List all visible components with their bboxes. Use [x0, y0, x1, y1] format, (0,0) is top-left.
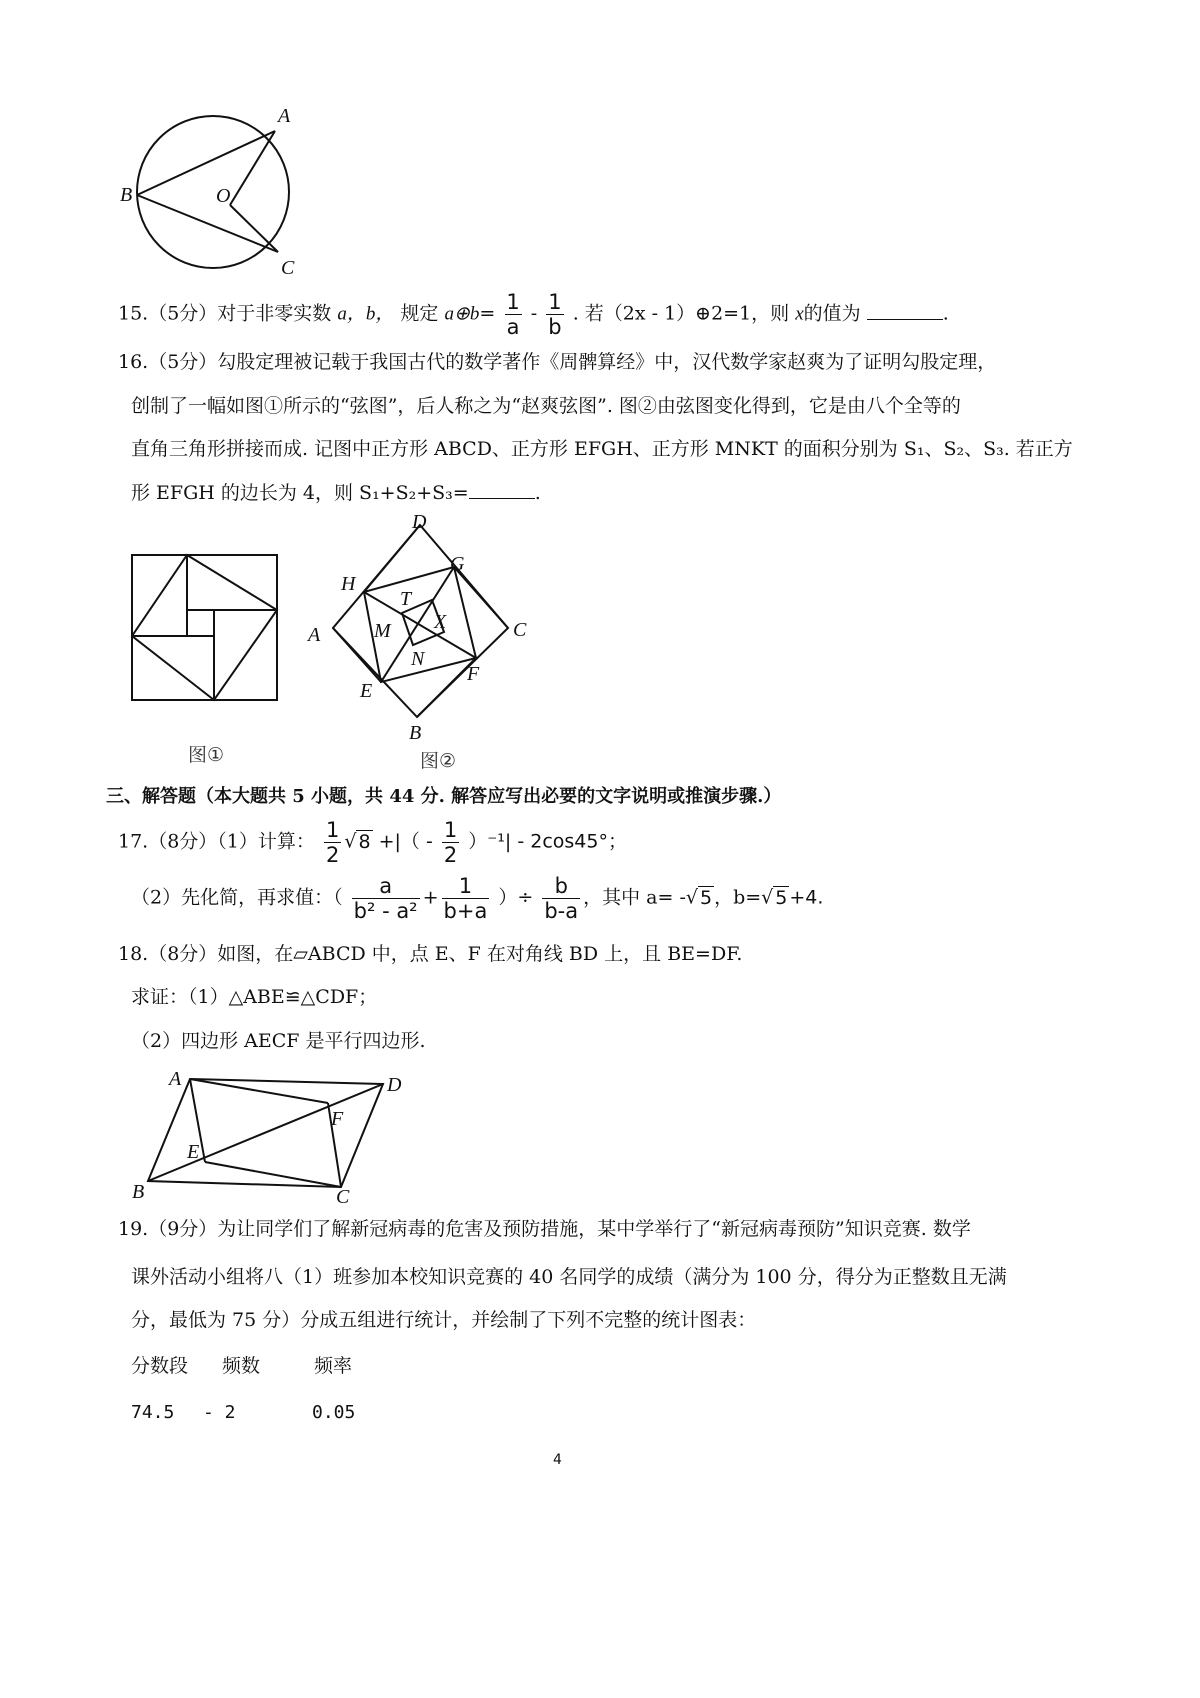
fig2-label-H: H: [341, 573, 356, 595]
figure-1-caption: 图①: [188, 744, 225, 766]
table-row1-frequency: - 2: [203, 1402, 236, 1423]
fig2-label-D: D: [412, 511, 427, 533]
table-row1-range: 74.5: [131, 1402, 175, 1423]
question-19-line2: 课外活动小组将八（1）班参加本校知识竞赛的 40 名同学的成绩（满分为 100 分，得分为正整数且无满: [131, 1266, 1007, 1288]
question-18-line3: （2）四边形 AECF 是平行四边形.: [131, 1030, 426, 1052]
fig2-label-B: B: [409, 722, 422, 744]
fig2-label-F: F: [467, 663, 480, 685]
fig2-label-G: G: [450, 553, 465, 575]
section-3-title: 三、解答题（本大题共 5 小题，共 44 分. 解答应写出必要的文字说明或推演步骤.）: [106, 786, 782, 807]
fraction-one-half: $\frac{1}{2}$: [325, 818, 340, 867]
circle-figure: [120, 100, 320, 280]
question-18-line1: 18.（8分）如图，在▱ABCD 中，点 E、F 在对角线 BD 上，且 BE=DF.: [118, 943, 743, 965]
table-header-score-range: 分数段: [131, 1355, 189, 1377]
page-number: 4: [553, 1452, 562, 1468]
figure-2-caption: 图②: [420, 750, 457, 772]
fraction-1-over-a: $\frac{1}{a}$: [506, 290, 520, 339]
fig2-label-E: E: [360, 680, 373, 702]
question-16-line3: 直角三角形拼接而成. 记图中正方形 ABCD、正方形 EFGH、正方形 MNKT 的面积分别为 S₁、S₂、S₃. 若正方: [131, 438, 1073, 460]
question-16-line4: 形 EFGH 的边长为 4，则 S₁+S₂+S₃= .: [131, 478, 541, 507]
figure-2-diagram: [300, 510, 540, 750]
label-A: A: [278, 105, 291, 127]
label-O: O: [216, 185, 231, 207]
question-17-part1: 17.（8分）（1）计算： $\frac{1}{2}$ √ 8 +|（ - $\frac{1}{2}$ ）⁻¹| - 2cos45°；: [118, 818, 627, 867]
label-C: C: [281, 257, 295, 279]
label-B: B: [120, 184, 133, 206]
question-18-line2: 求证：（1）△ABE≌△CDF；: [131, 986, 378, 1008]
fraction-1-over-b-plus-a: $\frac{1}{b+a}$: [443, 874, 488, 923]
fraction-1-over-b: $\frac{1}{b}$: [548, 290, 562, 339]
pg-label-C: C: [336, 1186, 350, 1208]
question-15: 15.（5分）对于非零实数 a，b， 规定 a⊕b= $\frac{1}{a}$ - $\frac{1}{b}$ . 若（2x - 1）⊕2=1，则 x的值为 .: [118, 290, 949, 339]
answer-blank-16: [469, 478, 535, 499]
pg-label-E: E: [187, 1141, 200, 1163]
table-row1-rate: 0.05: [312, 1402, 356, 1423]
question-19-line3: 分，最低为 75 分）分成五组进行统计，并绘制了下列不完整的统计图表：: [131, 1309, 757, 1331]
fig2-label-C: C: [513, 619, 527, 641]
question-16-line2: 创制了一幅如图①所示的“弦图”，后人称之为“赵爽弦图”. 图②由弦图变化得到，它是由八个全等的: [131, 395, 961, 417]
fraction-a-over-b2-a2: $\frac{a}{\text{b² - a²}}$: [353, 874, 418, 923]
fraction-one-half-b: $\frac{1}{2}$: [443, 818, 458, 867]
table-header-rate: 频率: [314, 1355, 353, 1377]
table-header-frequency: 频数: [222, 1355, 261, 1377]
pg-label-D: D: [387, 1074, 402, 1096]
pg-label-F: F: [331, 1108, 344, 1130]
pg-label-A: A: [169, 1068, 182, 1090]
fig2-label-M: M: [374, 620, 391, 642]
question-16-line1: 16.（5分）勾股定理被记载于我国古代的数学著作《周髀算经》中，汉代数学家赵爽为了证明勾股定理，: [118, 351, 997, 373]
question-19-line1: 19.（9分）为让同学们了解新冠病毒的危害及预防措施，某中学举行了“新冠病毒预防”知识竞赛. 数学: [118, 1218, 971, 1240]
question-17-part2: （2）先化简，再求值：（ $\frac{a}{\text{b² - a²}}$ + $\frac{1}{b+a}$ ）÷ $\frac{b}{b-a}$ ，其中 a= -√ 5 ，b=√ 5 +4.: [131, 874, 824, 923]
fig2-label-X: X: [434, 611, 447, 633]
sqrt-sign: √: [685, 886, 698, 909]
figure-1-zhao-shuang-diagram: [128, 552, 283, 704]
answer-blank-15: [867, 299, 943, 320]
pg-label-B: B: [132, 1181, 145, 1203]
sqrt-sign: √: [761, 886, 774, 909]
fig2-label-N: N: [411, 648, 425, 670]
fraction-b-over-b-minus-a: $\frac{b}{b-a}$: [544, 874, 579, 923]
sqrt-sign: √: [344, 830, 357, 853]
fig2-label-T: T: [400, 588, 412, 610]
parallelogram-figure: [125, 1063, 415, 1208]
fig2-label-A: A: [308, 624, 321, 646]
